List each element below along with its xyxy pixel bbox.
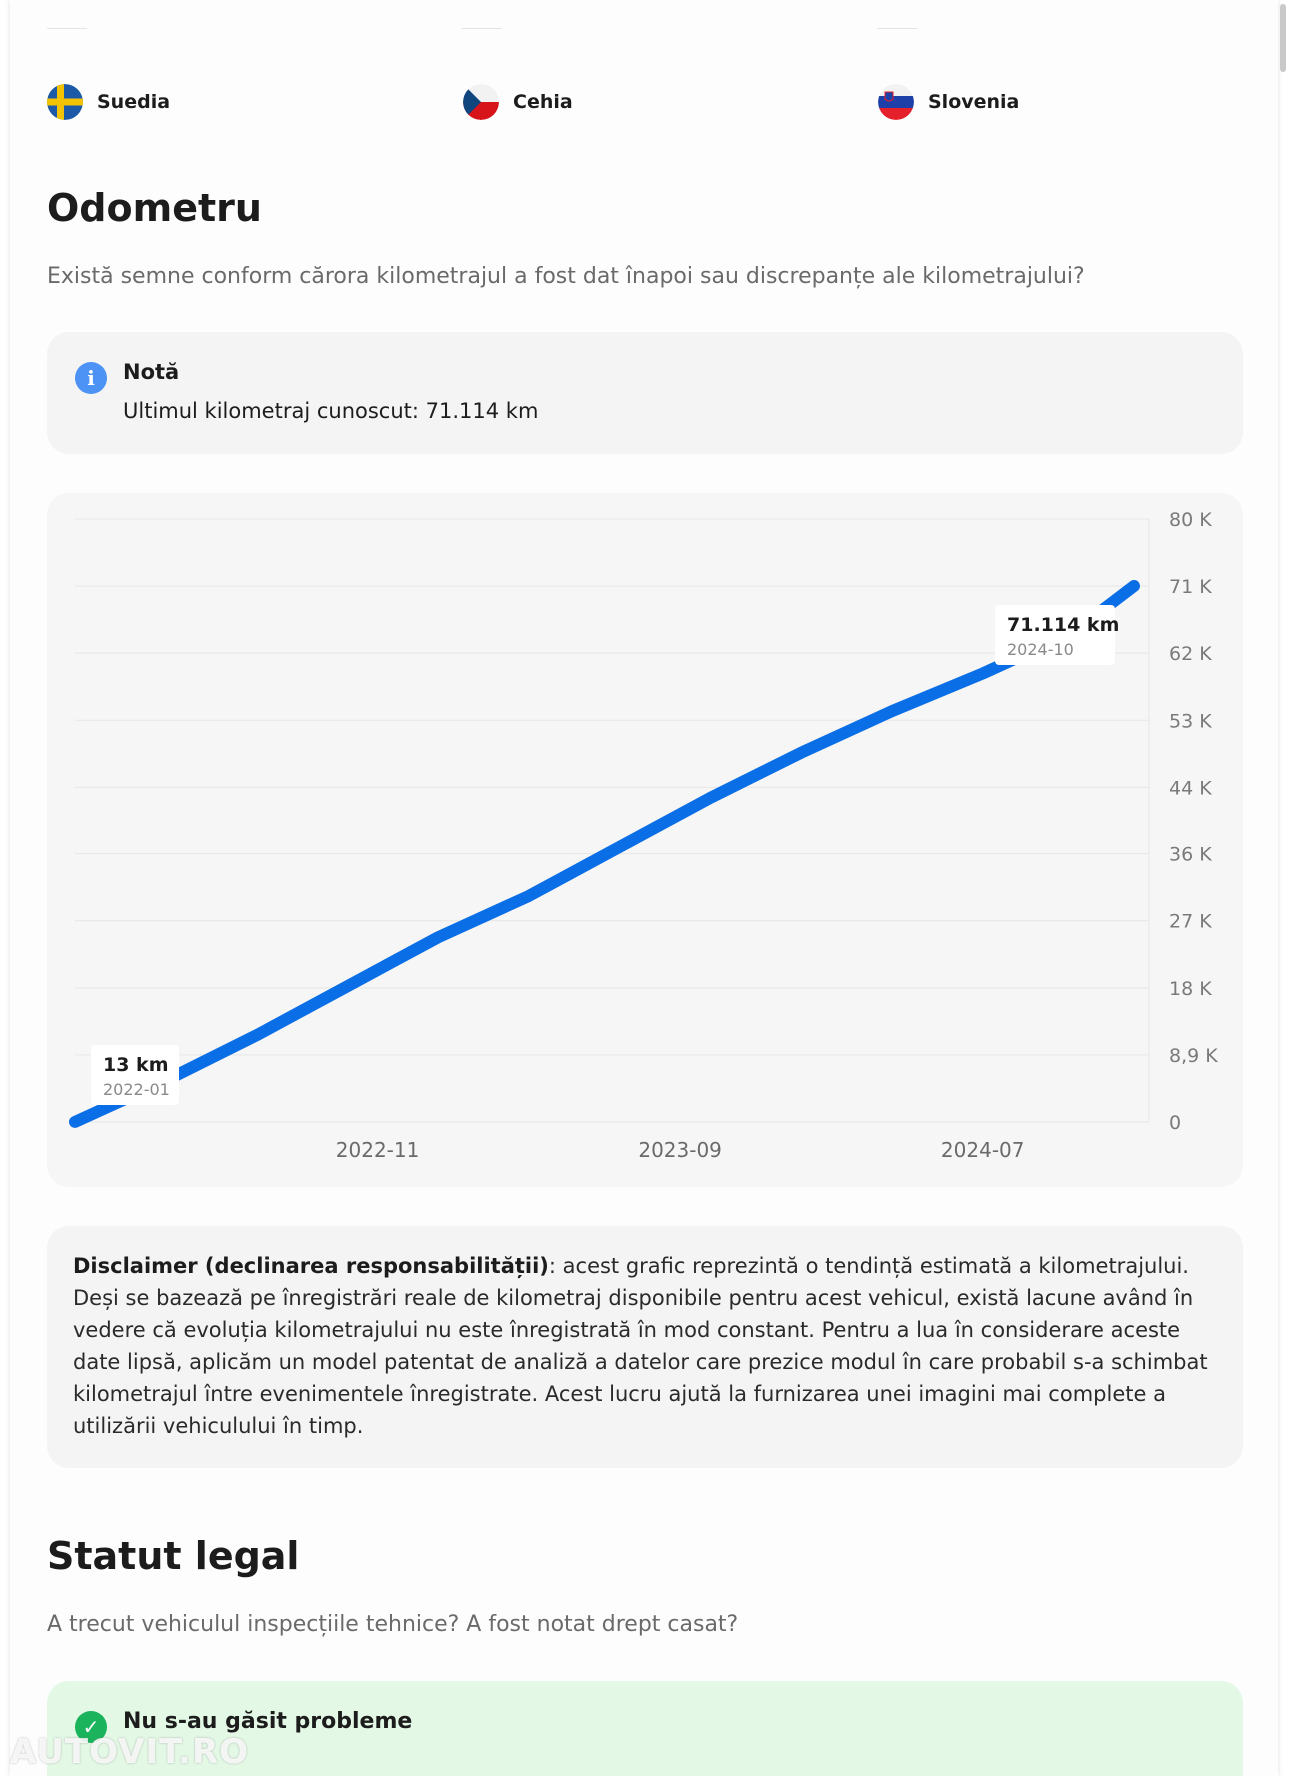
check-icon: ✓ [75,1711,107,1743]
disclaimer-box [47,1226,1243,1468]
chart-svg [47,493,1243,1187]
country-name: Slovenia [928,91,1020,113]
x-tick-label: 2023-09 [638,1138,722,1162]
y-tick-label: 27 K [1169,910,1212,933]
divider [877,28,917,29]
y-tick-label: 80 K [1169,509,1212,531]
odometer-chart [47,493,1243,1187]
x-tick-label: 2024-07 [940,1138,1025,1162]
slovenia-flag-icon [878,84,914,120]
y-tick-label: 0 [1169,1112,1182,1134]
disclaimer-bold: Disclaimer (declinarea responsabilității) [73,1254,549,1278]
odometer-title: Odometru [47,186,262,230]
sweden-flag-icon [47,84,83,120]
y-tick-label: 8,9 K [1169,1044,1218,1067]
annotation-value: 13 km [103,1054,169,1076]
note-box [47,332,1243,454]
divider [47,28,87,29]
y-tick-label: 36 K [1169,843,1212,866]
scrollbar[interactable] [1278,0,1288,1776]
y-tick-label: 53 K [1169,710,1212,733]
divider [462,28,502,29]
x-tick-label: 2022-11 [335,1138,420,1162]
country-sweden [47,84,170,120]
y-tick-label: 71 K [1169,576,1212,599]
annotation-date: 2022-01 [103,1080,170,1099]
annotation-value: 71.114 km [1007,614,1120,636]
odometer-subtitle: Există semne conform cărora kilometrajul a fost dat înapoi sau discrepanțe ale kilometrajului? [47,264,1085,289]
country-name: Suedia [97,91,171,113]
info-icon: i [75,362,107,394]
scrollbar-thumb[interactable] [1280,4,1286,72]
country-slovenia [878,84,1019,120]
country-czech [463,84,573,120]
disclaimer-text: : acest grafic reprezintă o tendință estimată a kilometrajului. Deși se bazează pe înregistrări reale de kilometraj disponibile pentru acest vehicul, există lacune având în vedere că evoluția kilometrajului nu este înregistrată în mod constant. Pentru a lua în considerare aceste date lipsă, aplicăm un model patentat de analiză a datelor care prezice modul în care probabil s-a schimbat kilometrajul între evenimentele înregistrate. Acest lucru ajută la furnizarea unei imagini mai complete a utilizării vehiculului în timp. [73,1254,1208,1438]
note-title: Notă [123,360,180,384]
czech-flag-icon [463,84,499,120]
y-tick-label: 44 K [1169,777,1212,800]
legal-status-text: Nu s-au găsit probleme [123,1709,413,1734]
note-text: Ultimul kilometraj cunoscut: 71.114 km [123,399,539,423]
annotation-date: 2024-10 [1007,640,1074,659]
watermark-logo: AUTOVIT.RO [10,1732,250,1772]
legal-title: Statut legal [47,1534,300,1578]
y-tick-label: 18 K [1169,977,1212,1000]
legal-subtitle: A trecut vehiculul inspecțiile tehnice? A fost notat drept casat? [47,1612,739,1637]
y-tick-label: 62 K [1169,643,1212,666]
country-name: Cehia [513,91,573,113]
